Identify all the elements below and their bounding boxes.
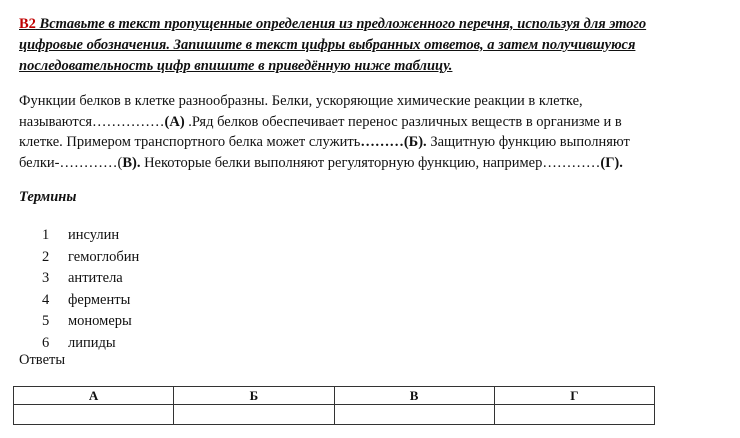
paragraph-text: клетке. Примером транспортного белка может служить [19, 134, 361, 150]
gap-marker-b: ………(Б). [360, 134, 427, 150]
term-item [42, 247, 139, 269]
answer-header-g: Г [494, 387, 654, 405]
term-item [42, 268, 139, 290]
term-text: гемоглобин [68, 248, 140, 265]
paragraph-line-1: Функции белков в клетке разнообразны. Белки, ускоряющие химические реакции в клетке, [19, 93, 583, 109]
paragraph-text: Некоторые белки выполняют регуляторную функцию, например………… [140, 154, 601, 171]
answer-header-b: Б [174, 387, 334, 405]
term-number: 2 [42, 248, 50, 265]
paragraph-line-3 [19, 132, 731, 153]
task-paragraph [19, 91, 731, 173]
terms-title: Термины [19, 189, 77, 205]
gap-marker-a: (А) [164, 113, 185, 130]
term-number: 3 [42, 270, 50, 286]
answer-cell-v[interactable] [334, 405, 494, 425]
task-header-line-2: цифровые обозначения. Запишите в текст цифры выбранных ответов, а затем получившуюся [19, 37, 636, 53]
term-number: 4 [42, 291, 50, 308]
paragraph-line-4 [19, 153, 731, 174]
task-instruction-text-1: Вставьте в текст пропущенные определения из предложенного перечня, используя для этого [39, 16, 647, 32]
task-number: В2 [19, 16, 36, 32]
paragraph-text: .Ряд белков обеспечивает перенос различных веществ в организме и в [184, 113, 622, 130]
term-text: ферменты [68, 291, 131, 308]
term-item [42, 290, 139, 312]
term-item [42, 311, 139, 333]
answers-label: Ответы [19, 352, 66, 368]
terms-list [42, 225, 139, 354]
paragraph-text: Защитную функцию выполняют [426, 134, 630, 150]
term-number: 5 [42, 313, 50, 329]
answer-cell-b[interactable] [174, 405, 334, 425]
term-text: антитела [68, 270, 123, 286]
term-text: мономеры [68, 313, 132, 329]
answer-header-a: А [14, 387, 174, 405]
answers-input-row [14, 405, 655, 425]
term-text: липиды [68, 334, 116, 351]
gap-marker-g: (Г). [600, 154, 623, 171]
term-item [42, 333, 139, 355]
answers-table [13, 386, 655, 425]
task-header-line-1 [19, 14, 731, 35]
answer-header-v: В [334, 387, 494, 405]
answer-cell-a[interactable] [14, 405, 174, 425]
gap-marker-v: В). [122, 154, 141, 171]
term-number: 6 [42, 334, 50, 351]
term-number: 1 [42, 227, 50, 243]
answer-cell-g[interactable] [494, 405, 654, 425]
paragraph-line-2 [19, 112, 731, 133]
answers-header-row [14, 387, 655, 405]
paragraph-text: белки-…………( [19, 154, 123, 171]
paragraph-text: называются…………… [19, 113, 165, 130]
term-item [42, 225, 139, 247]
task-header-line-3: последовательность цифр впишите в приведённую ниже таблицу. [19, 58, 453, 74]
term-text: инсулин [68, 227, 120, 243]
task-header [19, 14, 731, 77]
